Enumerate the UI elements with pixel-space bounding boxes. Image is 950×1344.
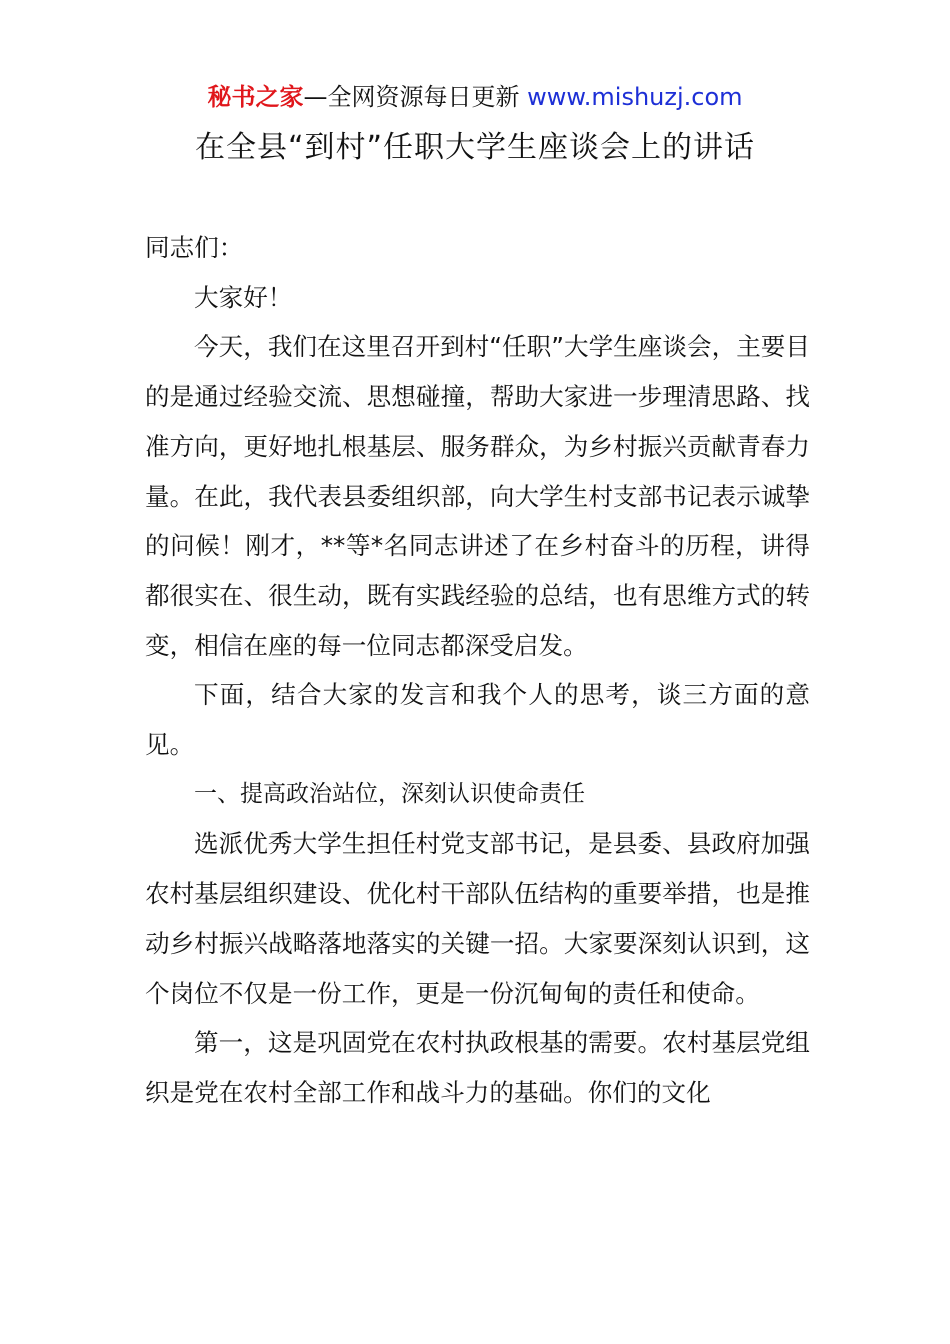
site-header	[0, 80, 950, 114]
paragraph-2: 下面，结合大家的发言和我个人的思考，谈三方面的意见。	[145, 680, 810, 760]
site-brand: 秘书之家	[207, 83, 304, 111]
greeting: 大家好！	[194, 282, 293, 312]
document-title: 在全县“到村”任职大学生座谈会上的讲话	[194, 130, 756, 165]
salutation: 同志们：	[145, 233, 244, 262]
document-body	[145, 223, 810, 1118]
paragraph-3: 选派优秀大学生担任村党支部书记，是县委、县政府加强农村基层组织建设、优化村干部队伍结构的重要举措，也是推动乡村振兴战略落地落实的关键一招。大家要深刻认识到，这个岗位不仅是一份工作，更是一份沉甸甸的责任和使命。	[145, 829, 810, 1008]
paragraph-1: 今天，我们在这里召开到村“任职”大学生座谈会，主要目的是通过经验交流、思想碰撞，帮助大家进一步理清思路、找准方向，更好地扎根基层、服务群众，为乡村振兴贡献青春力量。在此，我代表县委组织部，向大学生村支部书记表示诚挚的问候！刚才，**等*名同志讲述了在乡村奋斗的历程，讲得都很实在、很生动，既有实践经验的总结，也有思维方式的转变，相信在座的每一位同志都深受启发。	[145, 332, 810, 660]
section-heading-1: 一、提高政治站位，深刻认识使命责任	[194, 780, 585, 807]
site-url-link[interactable]: www.mishuzj.com	[527, 83, 743, 111]
site-tagline: —全网资源每日更新	[303, 83, 520, 111]
paragraph-4: 第一，这是巩固党在农村执政根基的需要。农村基层党组织是党在农村全部工作和战斗力的基础。你们的文化	[145, 1028, 810, 1107]
